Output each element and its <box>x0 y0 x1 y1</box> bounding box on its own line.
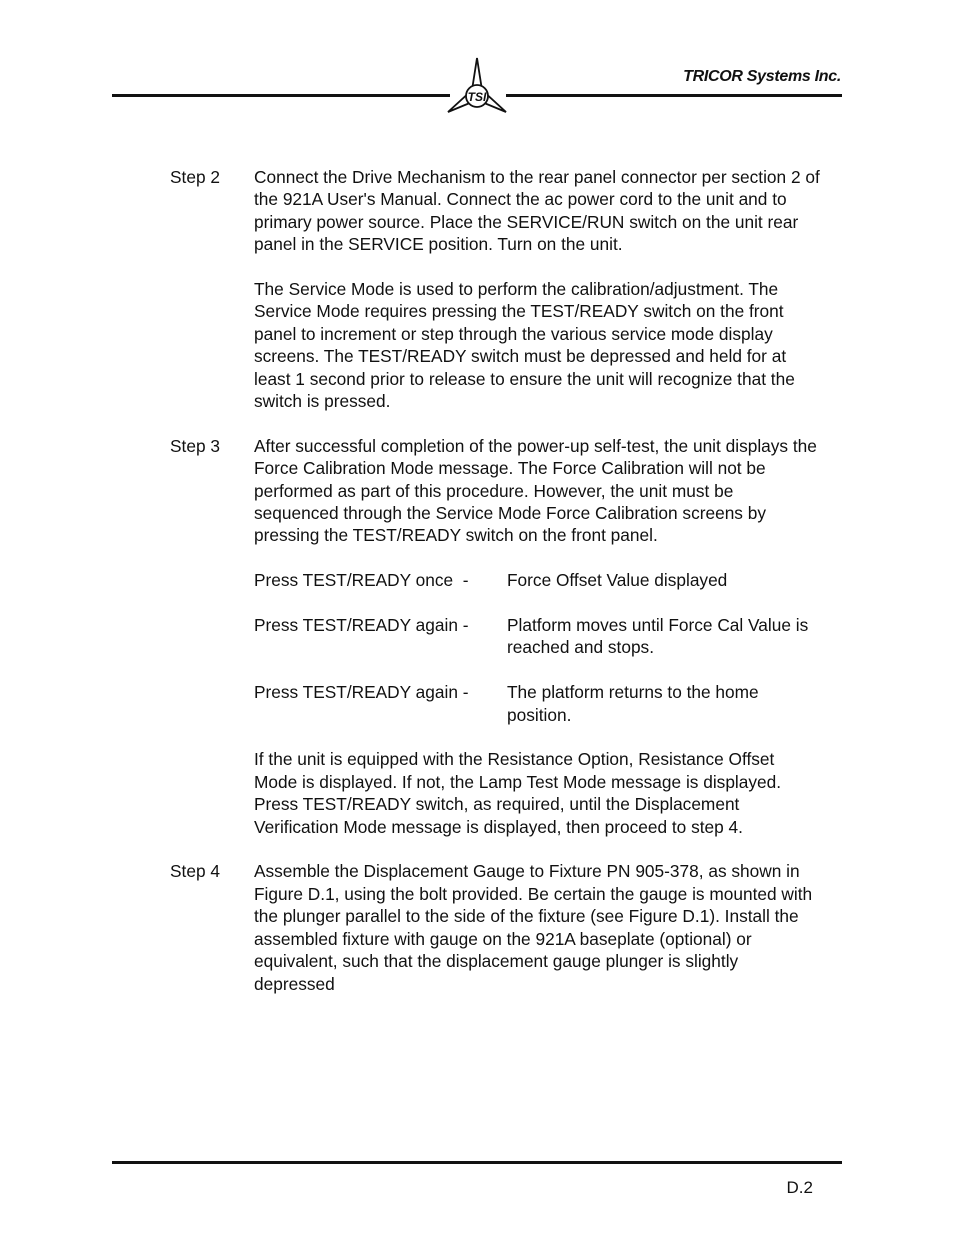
step-body <box>254 860 820 994</box>
press-result: Force Offset Value displayed <box>507 570 728 591</box>
step-2 <box>170 166 820 412</box>
step-label: Step 4 <box>170 861 220 882</box>
header-rule <box>506 94 842 97</box>
paragraph: If the unit is equipped with the Resistance Option, Resistance Offset Mode is displayed. If not, the Lamp Test Mode message is displayed. Press TEST/READY switch, as required, until the Displacement Verification Mode message is displayed, then proceed to step 4. <box>254 749 782 837</box>
document-body <box>170 166 820 1017</box>
step-label: Step 2 <box>170 167 220 187</box>
step-body <box>254 166 820 412</box>
header-rule <box>112 94 450 97</box>
svg-text:TSI: TSI <box>467 90 487 104</box>
paragraph: The Service Mode is used to perform the calibration/adjustment. The Service Mode requires pressing the TEST/READY switch on the front panel to increment or step through the various service mode display screens. The TEST/READY switch must be depressed and held for at least 1 second prior to release to ensure the unit will recognize that the switch is pressed. <box>254 279 795 412</box>
tsi-logo-icon <box>446 56 508 118</box>
press-row <box>254 614 820 659</box>
step-label: Step 3 <box>170 435 220 456</box>
footer-rule <box>112 1161 842 1164</box>
page-number: D.2 <box>786 1178 813 1197</box>
paragraph: Connect the Drive Mechanism to the rear panel connector per section 2 of the 921A User's Manual. Connect the ac power cord to the unit and to primary power source. Place the SERVICE/RUN switch on the unit rear panel in the SERVICE position. Turn on the unit. <box>254 167 820 255</box>
press-row <box>254 569 820 591</box>
press-action: Press TEST/READY again - <box>254 615 469 636</box>
press-result: The platform returns to the home position. <box>507 682 759 725</box>
step-4 <box>170 860 820 994</box>
press-action: Press TEST/READY again - <box>254 682 469 703</box>
step-body <box>254 435 820 838</box>
press-action: Press TEST/READY once - <box>254 570 469 591</box>
press-result: Platform moves until Force Cal Value is reached and stops. <box>507 615 809 658</box>
company-name: TRICOR Systems Inc. <box>683 68 841 85</box>
press-row <box>254 681 820 726</box>
paragraph: After successful completion of the power-up self-test, the unit displays the Force Calibration Mode message. The Force Calibration will not be performed as part of this procedure. However, the unit must be sequenced through the Service Mode Force Calibration screens by pressing the TEST/READY switch on the front panel. <box>254 435 817 546</box>
step-3 <box>170 435 820 838</box>
paragraph: Assemble the Displacement Gauge to Fixture PN 905-378, as shown in Figure D.1, using the bolt provided. Be certain the gauge is mounted with the plunger parallel to the side of the fixture (see Figure D.1). Install the assembled fixture with gauge on the 921A baseplate (optional) or equivalent, such that the displacement gauge plunger is slightly depressed <box>254 861 813 994</box>
